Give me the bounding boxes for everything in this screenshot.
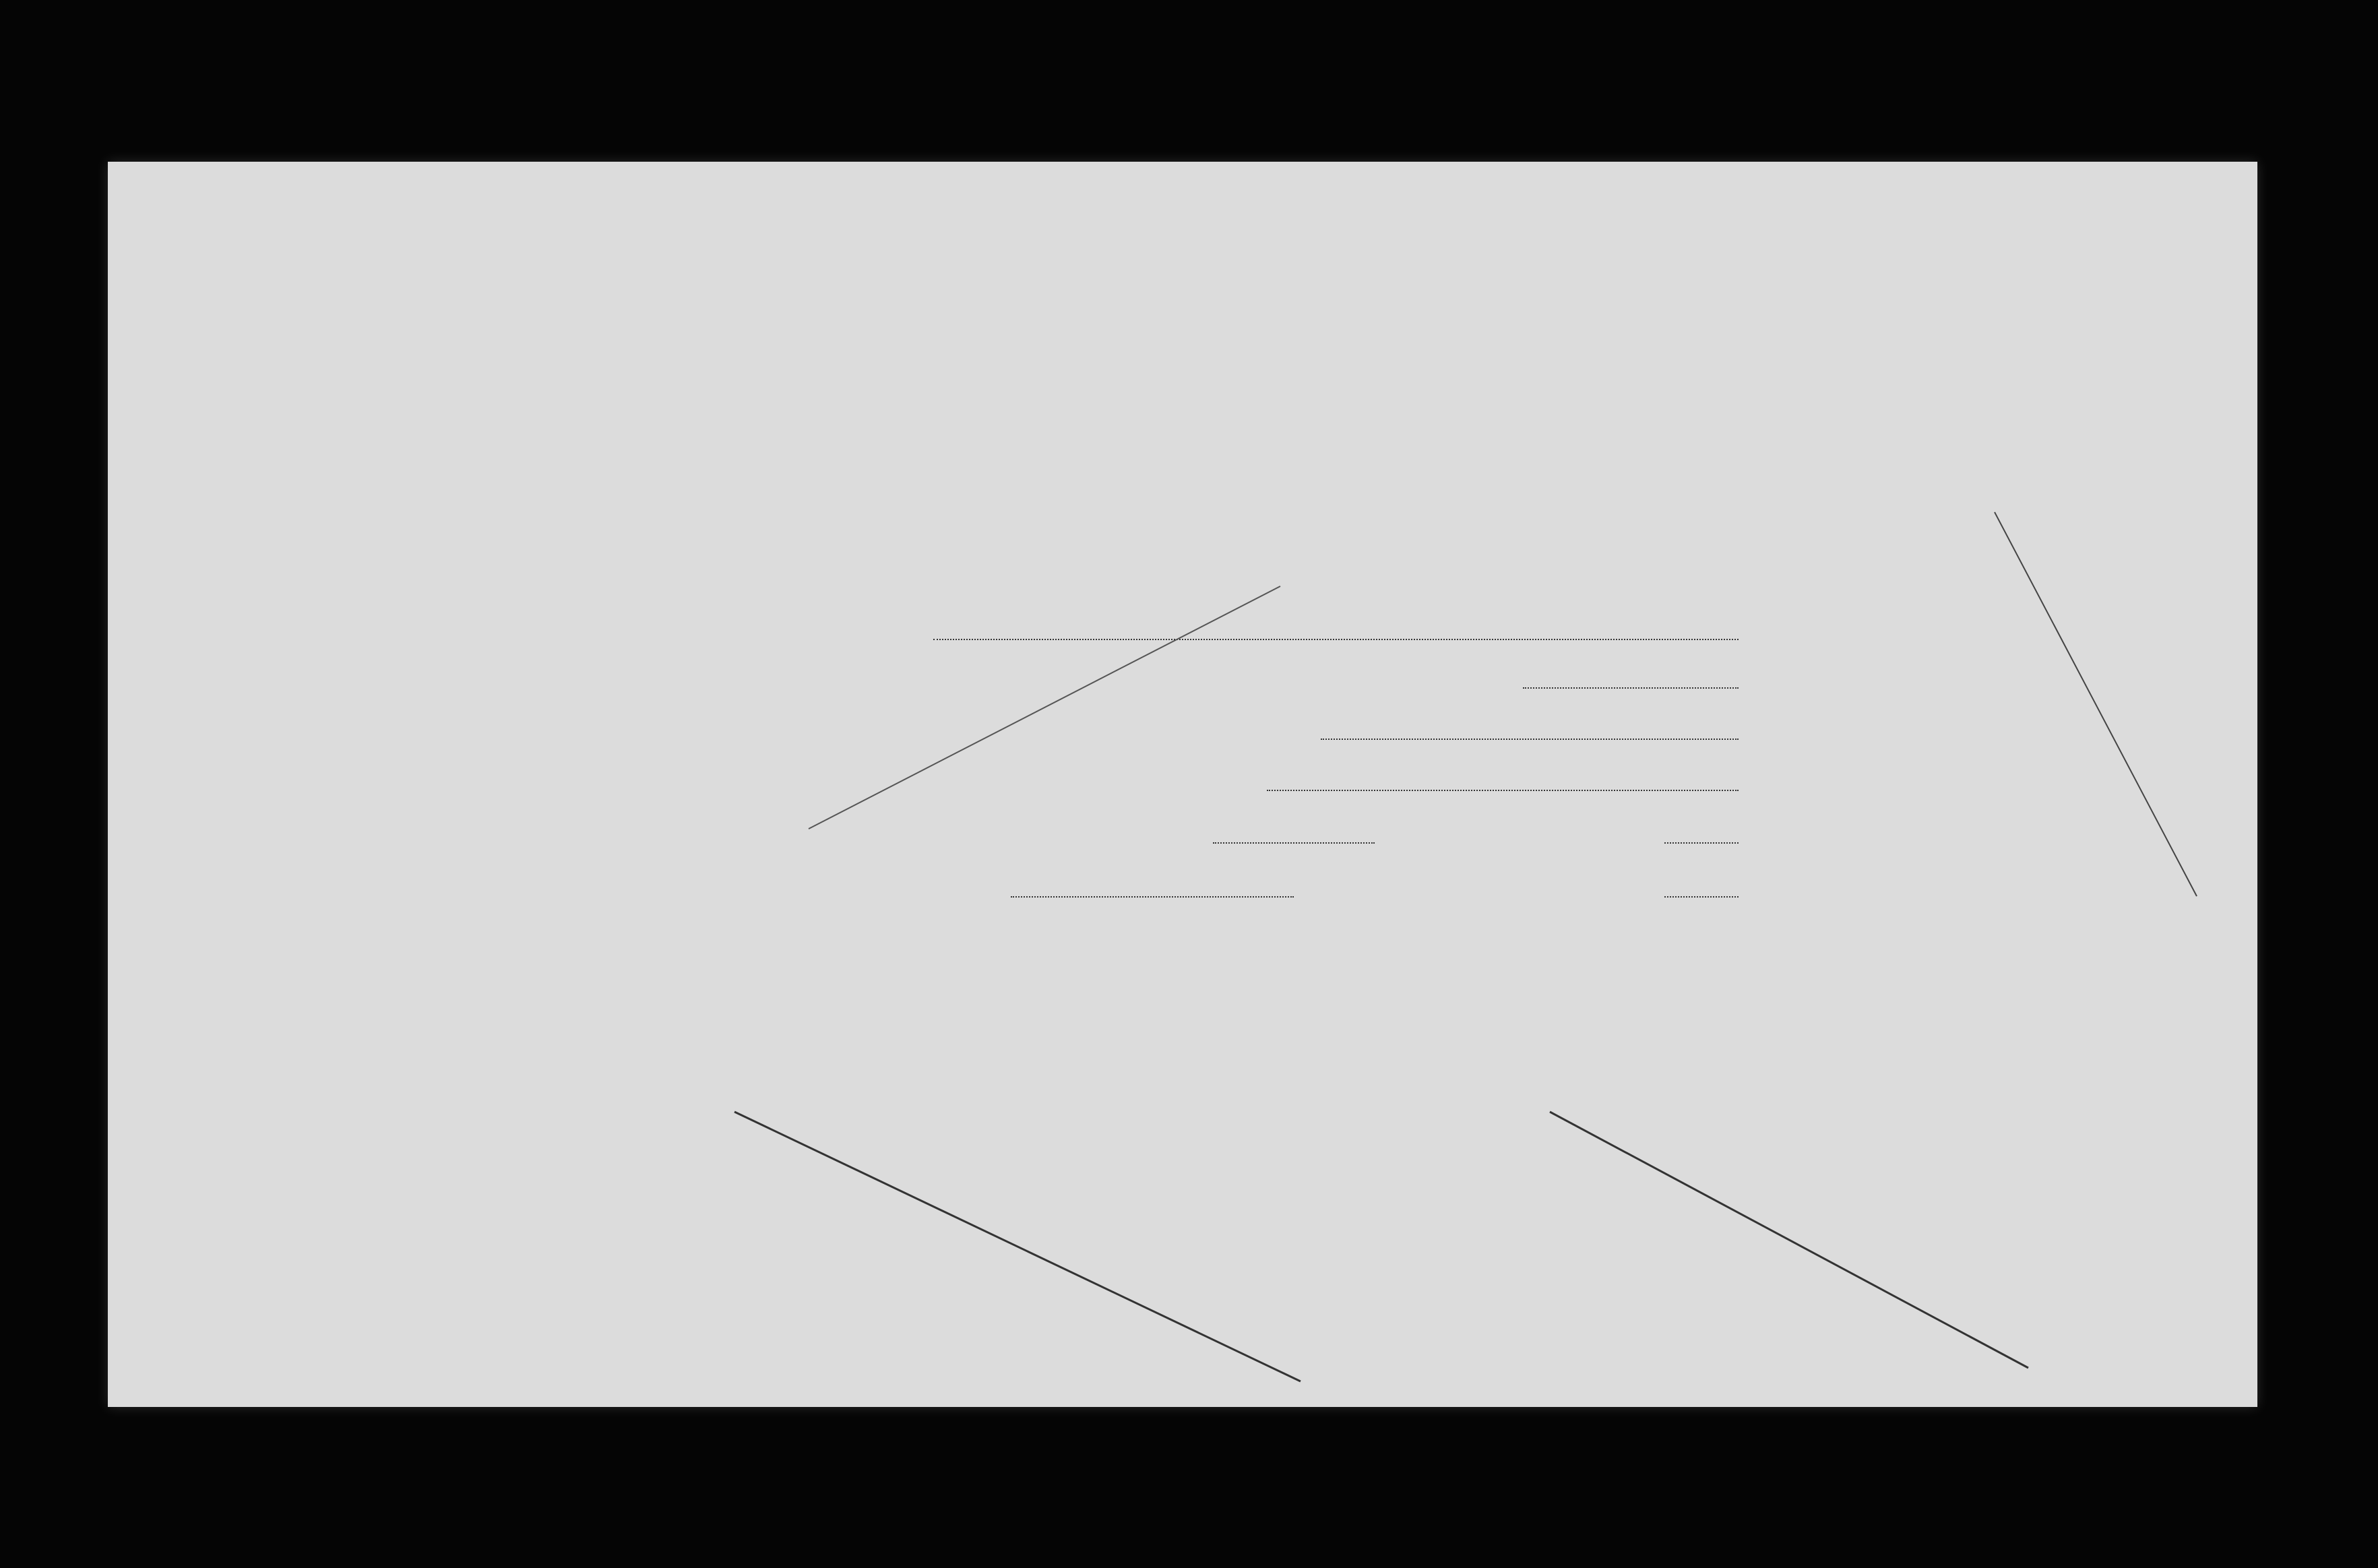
- strike-line-right: [1550, 1112, 2028, 1368]
- strike-line-center: [809, 586, 1280, 829]
- strike-line-left: [734, 1112, 1301, 1381]
- strike-line-pop: [1995, 512, 2197, 896]
